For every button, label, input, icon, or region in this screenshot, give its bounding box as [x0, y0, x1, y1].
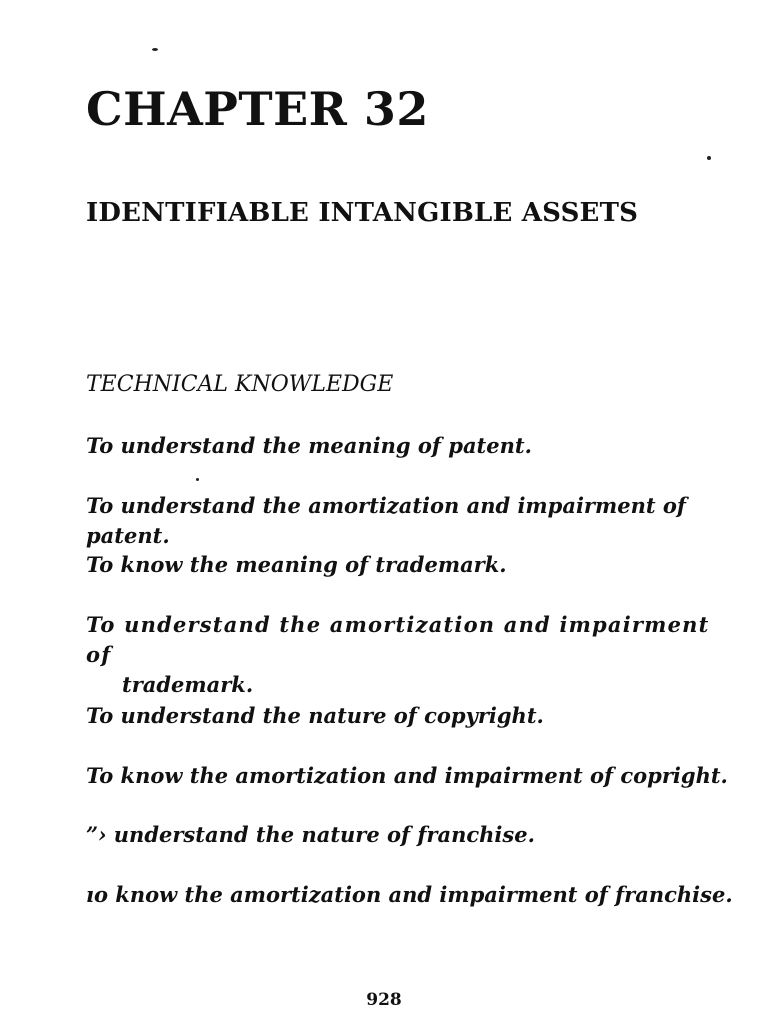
chapter-title: IDENTIFIABLE INTANGIBLE ASSETS	[86, 198, 639, 228]
objective-item: ”› understand the nature of franchise.	[86, 822, 535, 847]
objective-line: To understand the amortization and impairment of	[86, 612, 710, 667]
objective-item: To understand the meaning of patent.	[86, 433, 532, 458]
chapter-heading: CHAPTER 32	[86, 82, 429, 136]
objective-item: ıo know the amortization and impairment of franchise.	[86, 882, 733, 907]
objective-item: To understand the amortization and impairment of patent.	[86, 493, 686, 548]
ink-speck	[196, 478, 199, 481]
objective-item: To know the meaning of trademark.	[86, 552, 507, 577]
section-heading: TECHNICAL KNOWLEDGE	[86, 372, 394, 397]
objective-item: To know the amortization and impairment of copright.	[86, 763, 728, 788]
ink-speck	[707, 156, 711, 160]
objective-continuation: trademark.	[122, 672, 254, 697]
objective-item	[86, 610, 736, 700]
ink-speck	[152, 48, 158, 51]
objective-item: To understand the nature of copyright.	[86, 703, 544, 728]
page-number: 928	[366, 990, 402, 1010]
